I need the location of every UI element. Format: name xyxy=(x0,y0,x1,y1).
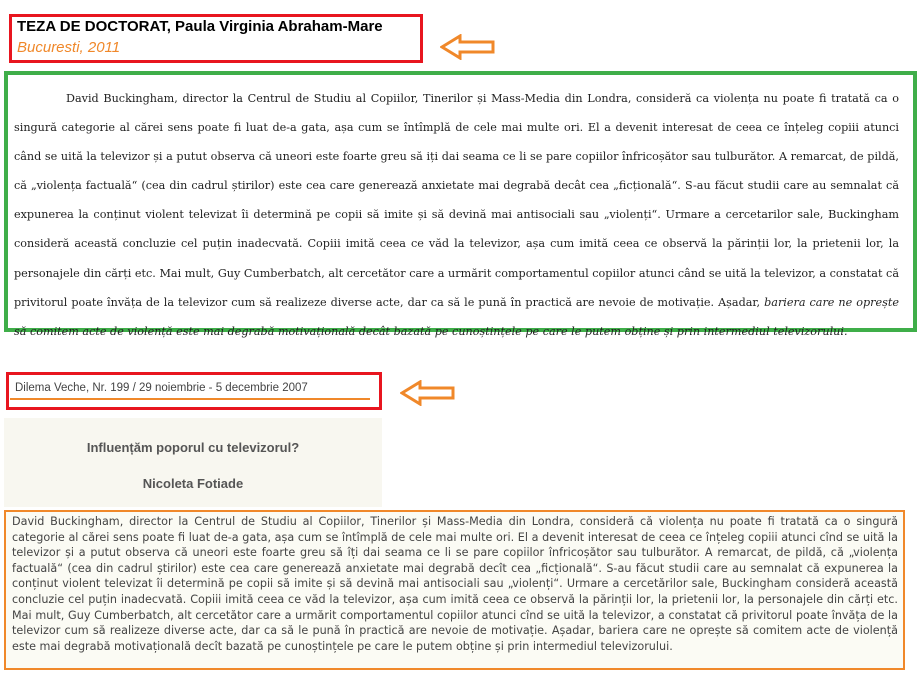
thesis-excerpt-body: David Buckingham, director la Centrul de Studiu al Copiilor, Tinerilor și Mass-Media din Londra, consideră ca violența nu poate fi tratată ca o singură categorie al cărei sens poate fi luat de-a gata, așa cum se întîmplă de cele mai multe ori. El a devenit interesat de ceea ce înțeleg copiii atunci când se uită la televizor și a putut observa că uneori este foarte greu să iți dai seama ce li se pare copiilor înfricoșător sau tulburător. A remarcat, de pildă, că „violența factuală“ (cea din cadrul știrilor) este cea care generează anxietate mai degrabă decât cea „ficțională“. S-au făcut studii care au semnalat că expunerea la conținut violent televizat îi determină pe copii să imite și să devină mai antisociali sau „violenți“. Urmare a cercetarilor sale, Buckingham consideră această concluzie cel puțin inadecvată. Copiii imită ceea ce văd la televizor, așa cum imită ceea ce observă la părinții lor, la prietenii lor, la personajele din cărți etc. Mai mult, Guy Cumberbatch, alt cercetător care a urmărit comportamentul copiilor atunci când se uită la televizor, a constatat că privitorul poate învăța de la televizor cum să realizeze diverse acte, dar ca să le pună în practică are nevoie de motivație. Așadar, xyxy=(14,92,899,309)
left-arrow-icon xyxy=(440,34,495,60)
article-header-panel xyxy=(4,418,382,507)
article-author: Nicoleta Fotiade xyxy=(142,476,244,491)
left-arrow-icon xyxy=(400,380,455,406)
thesis-excerpt-conclusion: bariera care ne oprește să comitem acte de violență este mai degrabă motivațională decât bazată pe cunoștințele pe care le putem obține și prin intermediul televizorului. xyxy=(14,295,899,338)
thesis-title: TEZA DE DOCTORAT, Paula Virginia Abraham-Mare xyxy=(17,18,383,35)
article-excerpt: David Buckingham, director la Centrul de Studiu al Copiilor, Tinerilor și Mass-Media din Londra, consideră că violența nu poate fi tratată ca o singură categorie al cărei sens poate fi luat de-a gata, așa cum se întîmplă de cele mai multe ori. El a devenit interesat de ceea ce înțeleg copiii atunci cînd se uită la televizor și a putut observa că uneori este foarte greu să îți dai seama ce li se pare copiilor înfricoșător sau tulburător. A remarcat, de pildă, că „violența factuală“ (cea din cadrul știrilor) este cea care generează anxietate mai degrabă decît cea „ficțională“. S-au făcut studii care au semnalat că expunerea la conținut violent televizat îi determină pe copii să imite și să devină mai antisociali sau „violenți“. Urmare a cercetărilor sale, Buckingham consideră această concluzie cel puțin inadecvată. Copiii imită ceea ce văd la televizor, așa cum imită ceea ce observă la părinții lor, la prietenii lor, la personajele din cărți etc. Mai mult, Guy Cumberbatch, alt cercetător care a urmărit comportamentul copiilor atunci cînd se uită la televizor, a constatat că privitorul poate învăța de la televizor cum să realizeze diverse acte, dar ca să le pună în practică are nevoie de motivație. Așadar, bariera care ne oprește să comitem acte de violență este mai degrabă motivațională decît bazată pe cunoștințele pe care le putem obține și prin intermediul televizorului. xyxy=(12,515,898,653)
article-title: Influențăm poporul cu televizorul? xyxy=(86,440,300,455)
thesis-location-year: Bucuresti, 2011 xyxy=(17,39,121,56)
underline-divider xyxy=(10,398,370,400)
thesis-excerpt xyxy=(14,84,899,346)
publication-reference: Dilema Veche, Nr. 199 / 29 noiembrie - 5 decembrie 2007 xyxy=(15,382,308,394)
